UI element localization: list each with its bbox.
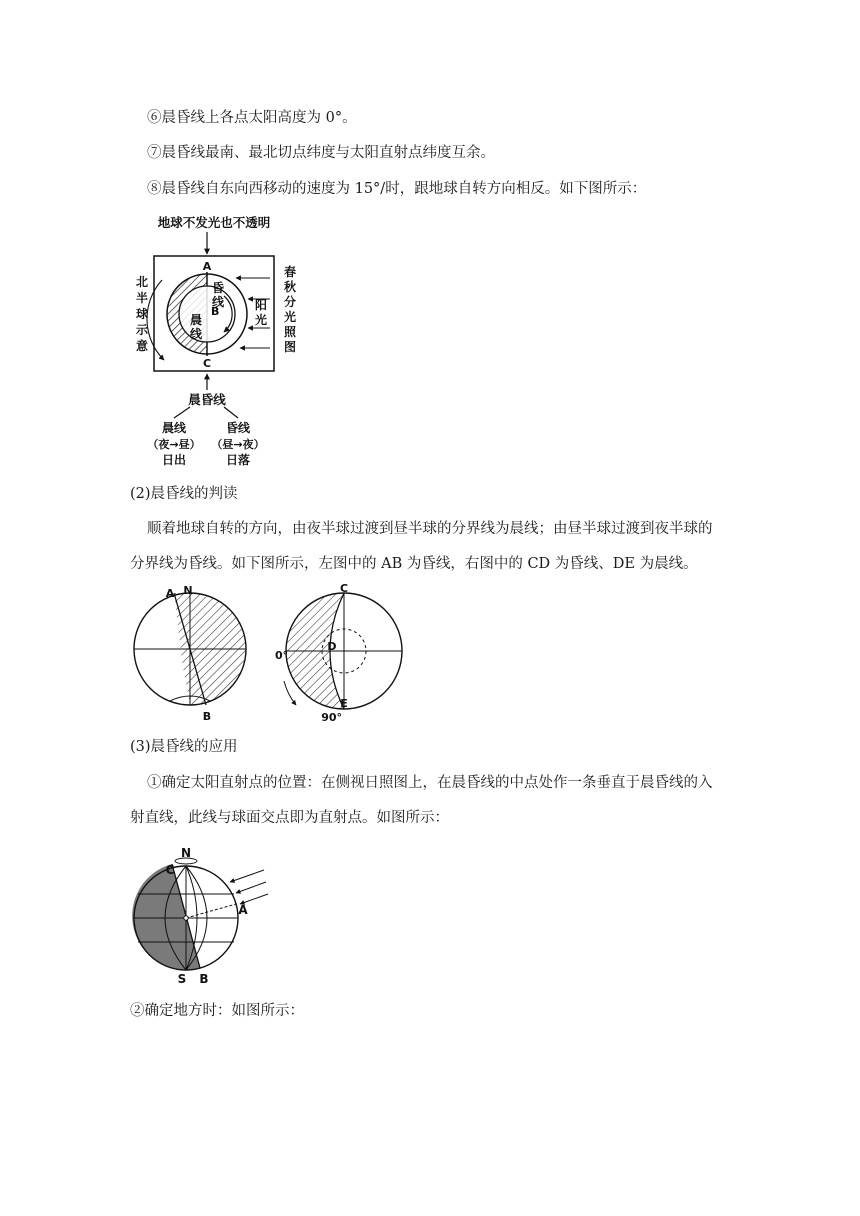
- fig1-left-4: 示: [135, 323, 149, 337]
- terminator-diagram: [130, 210, 310, 472]
- section-3-body-1: ①确定太阳直射点的位置：在侧视日照图上，在晨昏线的中点处作一条垂直于晨昏线的入: [147, 775, 713, 791]
- fig2-point-a: A: [165, 587, 175, 600]
- para-item-8: ⑧晨昏线自东向西移动的速度为 15°/时，跟地球自转方向相反。如下图所示：: [147, 181, 647, 197]
- fig3-lon-0: 0°: [275, 649, 289, 662]
- fig3-point-e: E: [340, 697, 348, 710]
- fig1-chen-1: 晨: [189, 313, 203, 327]
- fig1-hun-xian: 昏线: [225, 421, 251, 435]
- fig1-hun-1: 昏: [211, 281, 225, 295]
- fig1-hun-detail: （昼→夜）: [211, 438, 265, 451]
- fig1-hun-2: 线: [211, 295, 225, 309]
- section-2-body-2: 分界线为昏线。如下图所示，左图中的 AB 为昏线，右图中的 CD 为昏线、DE 为晨线。: [130, 556, 698, 572]
- fig1-top-label: 地球不发光也不透明: [157, 215, 271, 230]
- section-3-item-2: ②确定地方时：如图所示：: [130, 1003, 304, 1019]
- fig1-sun-1: 阳: [254, 298, 268, 312]
- fig4-point-c: C: [165, 863, 175, 877]
- fig1-bottom-label: 晨昏线: [188, 392, 226, 407]
- fig1-chen-event: 日出: [161, 453, 187, 467]
- fig1-sun-2: 光: [254, 313, 268, 327]
- fig4-point-b: B: [199, 972, 209, 986]
- section-2-title: (2)晨昏线的判读: [130, 486, 238, 502]
- fig3-lon-90: 90°: [321, 711, 342, 724]
- para-item-6: ⑥晨昏线上各点太阳高度为 0°。: [147, 110, 357, 126]
- section-3-body-2: 射直线，此线与球面交点即为直射点。如图所示：: [130, 810, 449, 826]
- fig1-right-1: 春: [283, 265, 297, 279]
- fig1-right-6: 图: [283, 340, 297, 354]
- fig3-point-c: C: [339, 583, 349, 595]
- right-globe-diagram: [270, 583, 420, 728]
- fig1-chen-detail: （夜→昼）: [147, 438, 201, 451]
- fig1-right-5: 照: [283, 325, 297, 339]
- fig1-chen-2: 线: [189, 327, 203, 341]
- fig1-right-3: 分: [283, 295, 297, 309]
- fig1-hun-event: 日落: [225, 453, 251, 467]
- section-3-title: (3)晨昏线的应用: [130, 739, 238, 755]
- section-2-body-1: 顺着地球自转的方向，由夜半球过渡到昼半球的分界线为晨线；由昼半球过渡到夜半球的: [147, 521, 713, 537]
- fig1-left-1: 北: [135, 275, 149, 289]
- left-globe-diagram: [126, 583, 256, 728]
- fig2-point-b: B: [202, 710, 212, 723]
- fig2-point-n: N: [183, 584, 193, 597]
- fig4-point-n: N: [180, 846, 192, 860]
- fig1-left-3: 球: [135, 307, 149, 321]
- fig1-chen-xian: 晨线: [161, 421, 187, 435]
- fig1-right-2: 秋: [283, 280, 297, 294]
- fig1-left-5: 意: [135, 339, 149, 353]
- fig4-point-s: S: [177, 972, 187, 986]
- fig1-point-a: A: [202, 260, 212, 273]
- fig4-point-a: A: [238, 903, 248, 917]
- fig1-right-4: 光: [283, 310, 297, 324]
- fig1-left-2: 半: [135, 291, 149, 305]
- subsolar-point-diagram: [126, 842, 276, 987]
- fig1-point-b: B: [211, 305, 220, 318]
- fig1-point-c: C: [202, 357, 212, 370]
- fig3-point-d: D: [327, 640, 337, 653]
- para-item-7: ⑦晨昏线最南、最北切点纬度与太阳直射点纬度互余。: [147, 145, 495, 161]
